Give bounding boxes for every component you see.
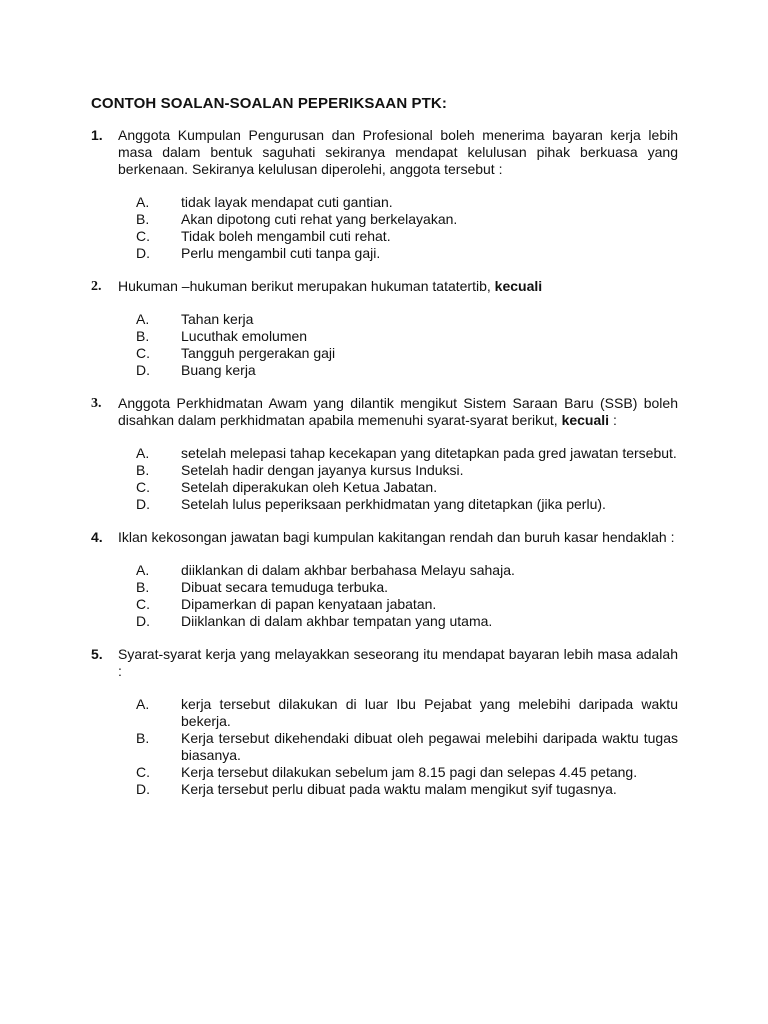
document-page (91, 95, 678, 814)
option-b: B. Kerja tersebut dikehendaki dibuat oleh pegawai melebihi daripada waktu tugas biasanya. (136, 730, 678, 763)
option-list (118, 696, 678, 798)
option-list (118, 562, 678, 630)
question-text: Anggota Kumpulan Pengurusan dan Profesional boleh menerima bayaran kerja lebih masa dalam bentuk saguhati sekiranya mendapat kelulusan pihak berkuasa yang berkenaan. Sekiranya kelulusan diperolehi, anggota tersebut : (118, 127, 678, 177)
option-d: D. Setelah lulus peperiksaan perkhidmatan yang ditetapkan (jika perlu). (136, 496, 606, 512)
option-a: A. setelah melepasi tahap kecekapan yang ditetapkan pada gred jawatan tersebut. (136, 445, 677, 461)
question-number: 1. (91, 127, 103, 143)
option-d: D. Diiklankan di dalam akhbar tempatan yang utama. (136, 613, 493, 629)
question-4 (91, 529, 678, 630)
option-b: B. Setelah hadir dengan jayanya kursus Induksi. (136, 462, 464, 478)
question-number: 4. (91, 529, 103, 545)
option-c: C. Tangguh pergerakan gaji (136, 345, 336, 361)
question-text: Hukuman –hukuman berikut merupakan hukuman tatatertib, kecuali (118, 278, 543, 294)
option-c: C. Dipamerkan di papan kenyataan jabatan. (136, 596, 437, 612)
option-c: C. Setelah diperakukan oleh Ketua Jabatan. (136, 479, 438, 495)
option-list (118, 311, 678, 379)
question-5 (91, 646, 678, 798)
option-a: A. diiklankan di dalam akhbar berbahasa Melayu sahaja. (136, 562, 515, 578)
option-list (118, 194, 678, 262)
question-text: Iklan kekosongan jawatan bagi kumpulan kakitangan rendah dan buruh kasar hendaklah : (118, 529, 675, 545)
question-number: 3. (91, 396, 102, 411)
option-list (118, 445, 678, 513)
option-a: A. Tahan kerja (136, 311, 254, 327)
question-number: 5. (91, 646, 103, 662)
option-c: C. Tidak boleh mengambil cuti rehat. (136, 228, 391, 244)
question-text: Anggota Perkhidmatan Awam yang dilantik mengikut Sistem Saraan Baru (SSB) boleh disahkan dalam perkhidmatan apabila memenuhi syarat-syarat berikut, kecuali : (118, 395, 678, 428)
option-d: D. Kerja tersebut perlu dibuat pada waktu malam mengikut syif tugasnya. (136, 781, 617, 797)
question-2 (91, 278, 678, 379)
question-3 (91, 395, 678, 513)
question-text: Syarat-syarat kerja yang melayakkan seseorang itu mendapat bayaran lebih masa adalah : (118, 646, 678, 679)
question-number: 2. (91, 279, 102, 294)
option-b: B. Dibuat secara temuduga terbuka. (136, 579, 389, 595)
option-d: D. Buang kerja (136, 362, 256, 378)
option-d: D. Perlu mengambil cuti tanpa gaji. (136, 245, 381, 261)
option-b: B. Lucuthak emolumen (136, 328, 308, 344)
question-1 (91, 127, 678, 262)
page-title: CONTOH SOALAN-SOALAN PEPERIKSAAN PTK: (91, 95, 447, 112)
option-a: A. kerja tersebut dilakukan di luar Ibu Pejabat yang melebihi daripada waktu bekerja. (136, 696, 678, 729)
option-b: B. Akan dipotong cuti rehat yang berkelayakan. (136, 211, 458, 227)
option-a: A. tidak layak mendapat cuti gantian. (136, 194, 393, 210)
option-c: C. Kerja tersebut dilakukan sebelum jam 8.15 pagi dan selepas 4.45 petang. (136, 764, 638, 780)
